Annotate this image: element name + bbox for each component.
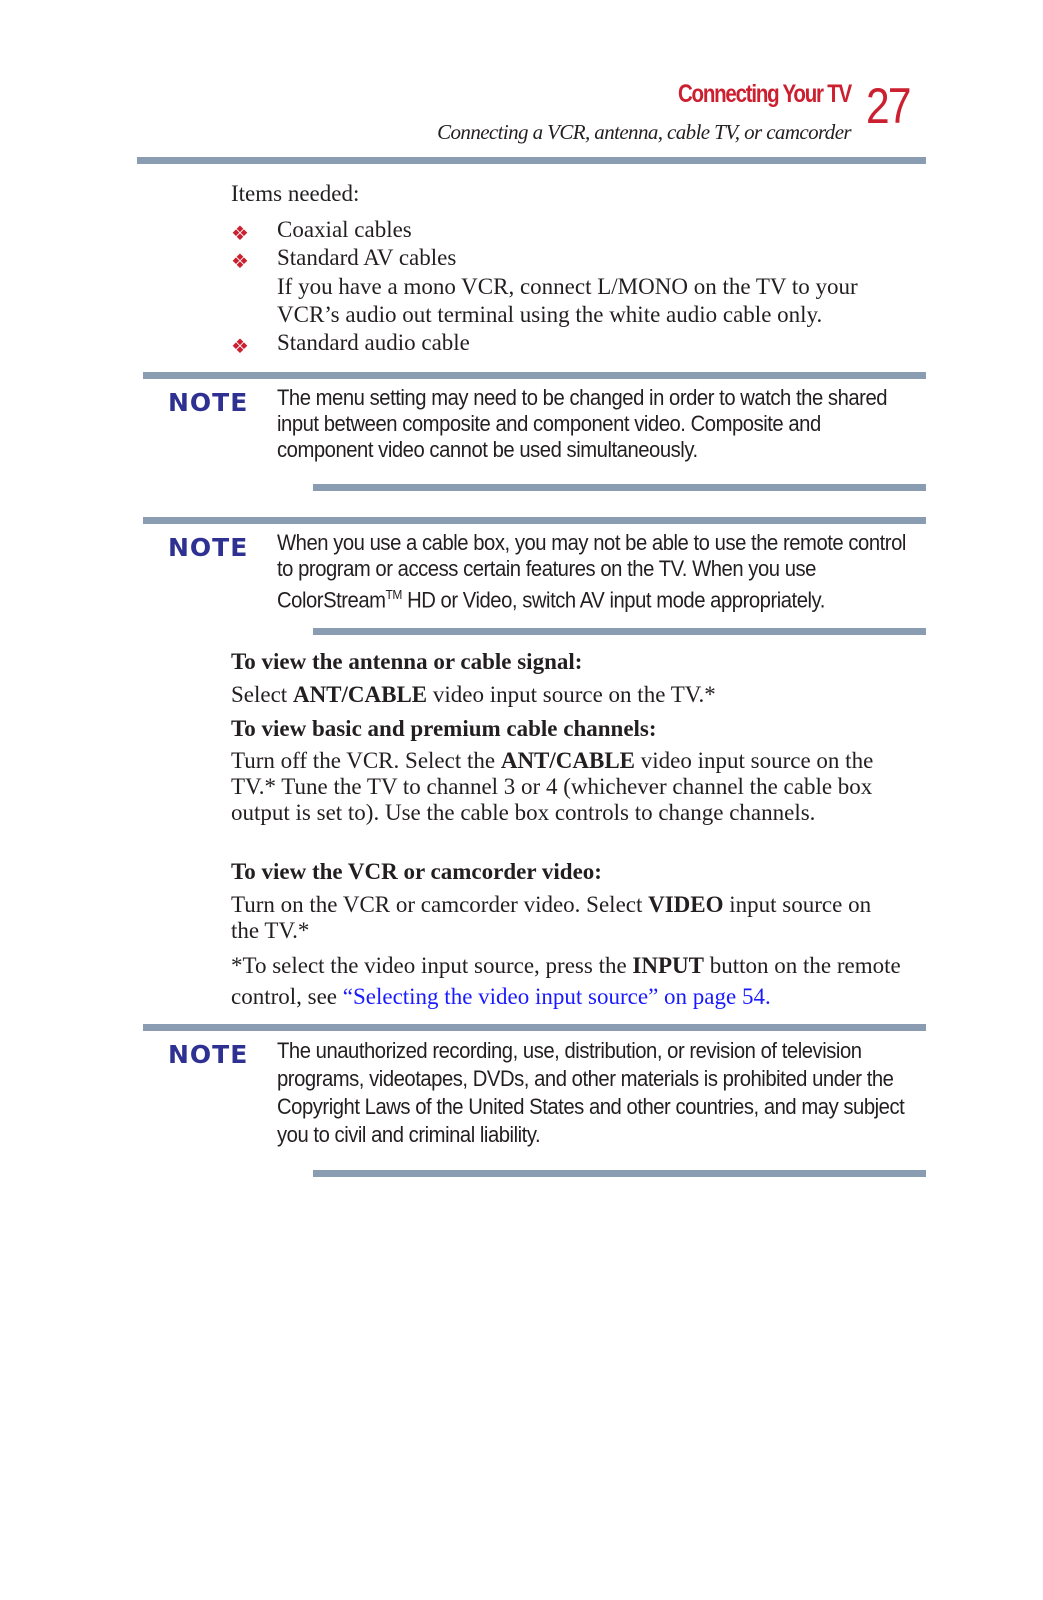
text-run-bold: ANT/CABLE [292, 682, 428, 707]
list-item: Standard audio cable [277, 330, 470, 355]
note-text-part: HD or Video, switch AV input mode appropriately. [401, 587, 825, 613]
page-number: 27 [866, 78, 910, 134]
section-heading: To view the antenna or cable signal: [231, 649, 583, 674]
trademark-mark: TM [385, 587, 402, 602]
items-needed-label: Items needed: [231, 181, 360, 206]
chapter-title: Connecting Your TV [678, 80, 851, 108]
text-run: button on the remote control, see [231, 953, 901, 1009]
note-bottom-rule [313, 628, 926, 635]
text-run: Select [231, 682, 293, 707]
section-paragraph [231, 682, 931, 708]
section-paragraph [231, 892, 901, 944]
list-item: Standard AV cables [277, 245, 457, 270]
mono-vcr-note-line: VCR’s audio out terminal using the white audio cable only. [277, 302, 823, 327]
text-run: *To select the video input source, press the [231, 953, 633, 978]
bullet-diamond-icon: ❖ [231, 334, 249, 358]
text-run-bold: ANT/CABLE [500, 748, 636, 773]
mono-vcr-note-line: If you have a mono VCR, connect L/MONO on the TV to your [277, 274, 858, 299]
section-heading: To view the VCR or camcorder video: [231, 859, 602, 884]
section-paragraph [231, 748, 901, 826]
note-text [277, 530, 907, 613]
text-run: Turn on the VCR or camcorder video. Select [231, 892, 649, 917]
text-run: input source on the TV.* [231, 892, 872, 943]
bullet-diamond-icon: ❖ [231, 221, 249, 245]
note-text: The menu setting may need to be changed in order to watch the shared input between composite and component video. Composite and component video cannot be used simultaneously. [277, 385, 888, 462]
note-bottom-rule [313, 484, 926, 491]
text-run: Turn off the VCR. Select the [231, 748, 501, 773]
note-text: The unauthorized recording, use, distribution, or revision of television programs, videotapes, DVDs, and other materials is prohibited under the Copyright Laws of the United States and other countries, and may subject you to civil and criminal liability. [277, 1038, 905, 1147]
text-run: video input source on the TV.* Tune the TV to channel 3 or 4 (whichever channel the cable box output is set to). Use the cable box controls to change channels. [231, 748, 874, 825]
note-top-rule [143, 1024, 926, 1031]
section-subtitle: Connecting a VCR, antenna, cable TV, or camcorder [437, 120, 851, 144]
note-top-rule [143, 517, 926, 524]
cross-reference-link[interactable]: “Selecting the video input source” on page 54. [342, 984, 771, 1009]
note-label: NOTE [168, 388, 249, 417]
text-run-bold: VIDEO [648, 892, 724, 917]
footnote [231, 950, 901, 1012]
text-run: video input source on the TV.* [427, 682, 716, 707]
header-rule [137, 157, 926, 164]
section-heading: To view basic and premium cable channels: [231, 716, 657, 741]
list-item: Coaxial cables [277, 217, 412, 242]
note-bottom-rule [313, 1170, 926, 1177]
note-label: NOTE [168, 533, 249, 562]
note-top-rule [143, 372, 926, 379]
bullet-diamond-icon: ❖ [231, 249, 249, 273]
note-text-part: When you use a cable box, you may not be able to use the remote control to program or access certain features on the TV. When you use ColorStream [277, 530, 906, 613]
note-label: NOTE [168, 1040, 249, 1069]
text-run-bold: INPUT [632, 953, 704, 978]
